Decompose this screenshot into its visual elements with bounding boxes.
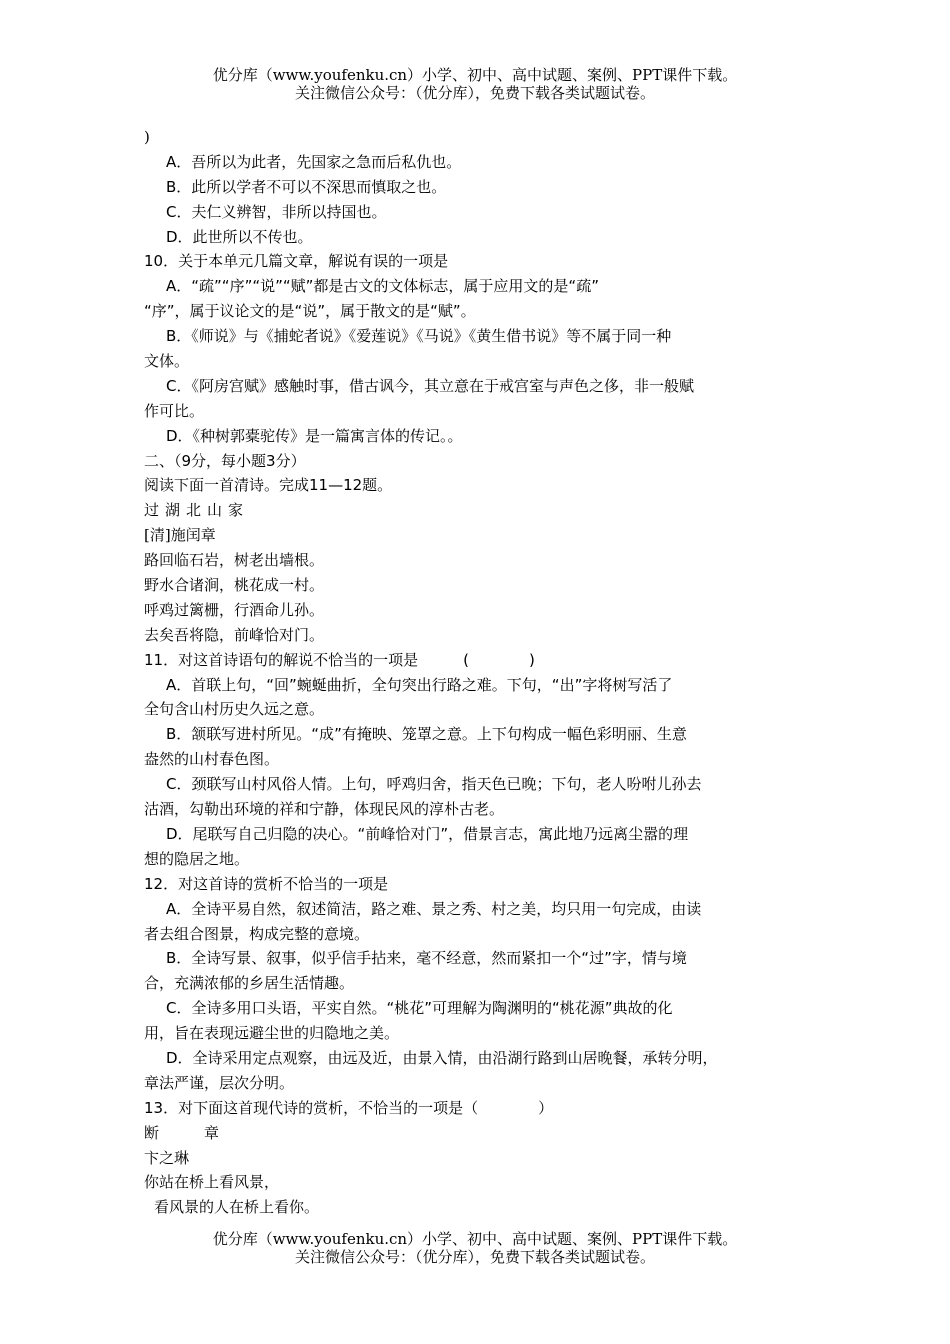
text-line: ) xyxy=(144,128,150,146)
text-line: 文体。 xyxy=(144,352,190,371)
text-line: 合，充满浓郁的乡居生活情趣。 xyxy=(144,974,355,993)
option-b: B．颔联写进村所见。“成”有掩映、笼罩之意。上下句构成一幅色彩明丽、生意 xyxy=(166,725,687,744)
page-footer xyxy=(0,1230,950,1266)
poem-author: [清]施闰章 xyxy=(144,526,216,545)
text-line: “序”，属于议论文的是“说”，属于散文的是“赋”。 xyxy=(144,302,476,321)
text-line: 想的隐居之地。 xyxy=(144,849,250,868)
poem-line: 你站在桥上看风景， xyxy=(144,1173,280,1192)
option-c: C．颈联写山村风俗人情。上句，呼鸡归舍，指天色已晚；下句，老人吩咐儿孙去 xyxy=(166,775,702,794)
document-body xyxy=(144,125,814,1220)
header-line-1: 优分库（www.youfenku.cn）小学、初中、高中试题、案例、PPT课件下载。 xyxy=(212,66,738,84)
poem-line: 去矣吾将隐，前峰恰对门。 xyxy=(144,625,325,644)
option-c: C．全诗多用口头语，平实自然。“桃花”可理解为陶渊明的“桃花源”典故的化 xyxy=(166,999,673,1018)
question-10: 10．关于本单元几篇文章，解说有误的一项是 xyxy=(144,252,449,271)
footer-line-1: 优分库（www.youfenku.cn）小学、初中、高中试题、案例、PPT课件下载。 xyxy=(212,1230,738,1248)
option-a: A．“疏”“序”“说”“赋”都是古文的文体标志，属于应用文的是“疏” xyxy=(166,277,599,296)
option-a: A．首联上句，“回”蜿蜒曲折，全句突出行路之难。下句，“出”字将树写活了 xyxy=(166,675,673,694)
option-d: D．《种树郭橐驼传》是一篇寓言体的传记。。 xyxy=(166,426,463,445)
option-b: B．此所以学者不可以不深思而慎取之也。 xyxy=(166,177,447,196)
poem-line: 野水合诸涧，桃花成一村。 xyxy=(144,576,325,595)
option-b: B．《师说》与《捕蛇者说》《爱莲说》《马说》《黄生借书说》等不属于同一种 xyxy=(166,327,672,346)
option-b: B．全诗写景、叙事，似乎信手拈来，毫不经意，然而紧扣一个“过”字，情与境 xyxy=(166,949,687,968)
poem-title: 断 章 xyxy=(144,1123,220,1142)
text-line: 章法严谨，层次分明。 xyxy=(144,1073,295,1092)
text-line: 者去组合图景，构成完整的意境。 xyxy=(144,924,370,943)
option-a: A．吾所以为此者，先国家之急而后私仇也。 xyxy=(166,152,462,171)
poem-line: 路回临石岩，树老出墙根。 xyxy=(144,551,325,570)
poem-author: 卞之琳 xyxy=(144,1148,190,1167)
section-heading: 二、（9分，每小题3分） xyxy=(144,451,306,470)
option-c: C．《阿房宫赋》感触时事，借古讽今，其立意在于戒宫室与声色之侈，非一般赋 xyxy=(166,376,694,395)
text-line: 全句含山村历史久远之意。 xyxy=(144,700,325,719)
question-13: 13．对下面这首现代诗的赏析，不恰当的一项是（ ） xyxy=(144,1098,554,1117)
question-12: 12．对这首诗的赏析不恰当的一项是 xyxy=(144,874,389,893)
option-a: A．全诗平易自然，叙述简洁，路之难、景之秀、村之美，均只用一句完成，由读 xyxy=(166,899,702,918)
text-line: 盎然的山村春色图。 xyxy=(144,750,280,769)
option-c: C．夫仁义辨智，非所以持国也。 xyxy=(166,202,387,221)
poem-line: 看风景的人在桥上看你。 xyxy=(154,1198,320,1217)
option-d: D．全诗采用定点观察，由远及近，由景入情，由沿湖行路到山居晚餐，承转分明， xyxy=(166,1048,718,1067)
poem-title: 过湖北山家 xyxy=(144,501,250,520)
option-d: D．尾联写自己归隐的决心。“前峰恰对门”，借景言志，寓此地乃远离尘嚣的理 xyxy=(166,824,689,843)
option-d: D．此世所以不传也。 xyxy=(166,227,313,246)
footer-line-2: 关注微信公众号：（优分库），免费下载各类试题试卷。 xyxy=(294,1248,655,1266)
text-line: 用，旨在表现远避尘世的归隐地之美。 xyxy=(144,1024,400,1043)
instruction: 阅读下面一首清诗。完成11—12题。 xyxy=(144,476,393,495)
text-line: 作可比。 xyxy=(144,401,205,420)
poem-line: 呼鸡过篱栅，行酒命儿孙。 xyxy=(144,600,325,619)
question-11: 11．对这首诗语句的解说不恰当的一项是 ( ) xyxy=(144,650,535,669)
text-line: 沽酒，勾勒出环境的祥和宁静，体现民风的淳朴古老。 xyxy=(144,800,505,819)
page-header xyxy=(0,66,950,102)
header-line-2: 关注微信公众号：（优分库），免费下载各类试题试卷。 xyxy=(294,84,655,102)
